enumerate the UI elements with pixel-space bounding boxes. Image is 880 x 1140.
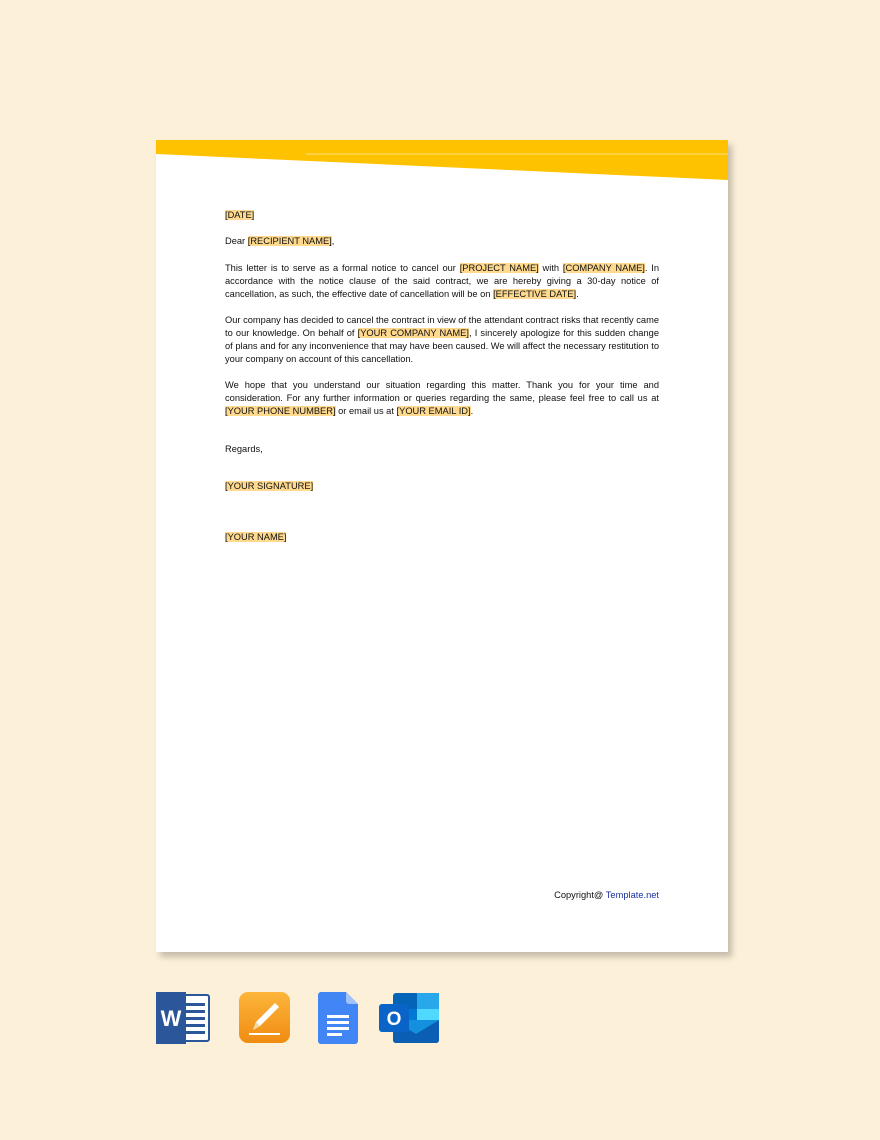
project-placeholder: [PROJECT NAME] [459,263,539,273]
paragraph-text: Our company has decided to cancel the contract in view of the attendant contract risks that recently came to our knowledge. On behalf of [225,315,659,338]
effective-date-placeholder: [EFFECTIVE DATE] [493,289,577,299]
paragraph-text: We hope that you understand our situation regarding this matter. Thank you for your time and consideration. For any further information or queries regarding the same, please feel free to call us at [225,380,659,403]
signature-placeholder: [YOUR SIGNATURE] [225,481,314,491]
greeting-suffix: , [331,236,335,246]
email-placeholder: [YOUR EMAIL ID] [396,406,471,416]
date-placeholder: [DATE] [225,210,255,220]
paragraph-notice [225,262,659,301]
outlook-letter: O [386,1009,402,1030]
signature-line [225,480,659,493]
phone-placeholder: [YOUR PHONE NUMBER] [225,406,336,416]
template-net-link[interactable]: Template.net [605,890,659,900]
paragraph-text: . [576,289,579,299]
recipient-placeholder: [RECIPIENT NAME] [247,236,332,246]
closing-regards: Regards, [225,444,263,454]
name-line [225,531,659,544]
paragraph-text: . [470,406,474,416]
paragraph-text: with [538,263,563,273]
copyright-notice [554,890,659,900]
your-company-placeholder: [YOUR COMPANY NAME] [357,328,469,338]
header-accent-band [156,140,728,185]
paragraph-text: or email us at [335,406,397,416]
greeting-prefix: Dear [225,236,248,246]
microsoft-outlook-icon[interactable] [379,992,439,1044]
google-docs-icon[interactable] [318,992,358,1044]
apple-pages-icon[interactable] [239,992,290,1043]
paragraph-text: , I sincerely apologize for this sudden change of plans and for any inconvenience that may have been caused. We will affect the necessary restitution to your company on account of this cancellation. [225,328,659,364]
name-placeholder: [YOUR NAME] [225,532,287,542]
paragraph-contact [225,379,659,418]
letter-page [156,140,728,952]
date-line [225,209,659,222]
greeting-line [225,235,659,248]
word-letter: W [160,1006,182,1031]
paragraph-text: This letter is to serve as a formal notice to cancel our [225,263,460,273]
company-placeholder: [COMPANY NAME] [562,263,645,273]
paragraph-text: . In accordance with the notice clause of the said contract, we are hereby giving a 30-day notice of cancellation, as such, the effective date of cancellation will be on [225,263,660,299]
letter-body [225,209,659,544]
paragraph-apology [225,314,659,366]
copyright-text: Copyright@ [554,890,606,900]
microsoft-word-icon[interactable] [156,992,211,1044]
